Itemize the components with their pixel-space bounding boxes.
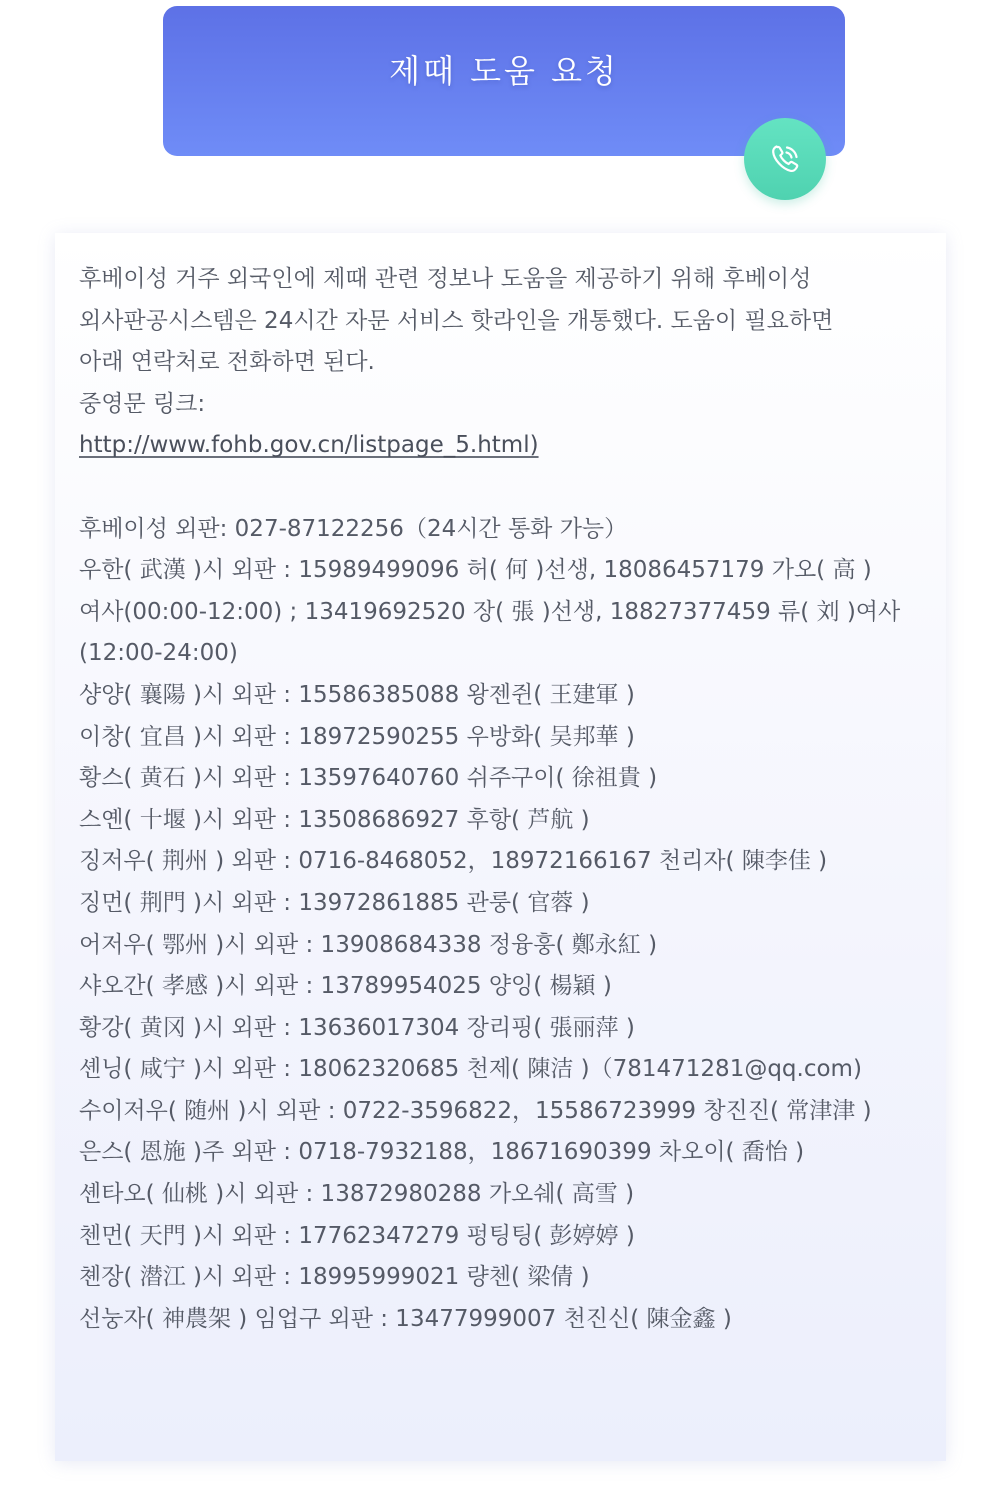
contact-line: 은스( 恩施 )주 외판 : 0718-7932188，18671690399 차오이( 喬怡 ) [79, 1139, 805, 1166]
contact-line: 수이저우( 随州 )시 외판 : 0722-3596822，15586723999 창진진( 常津津 ) [79, 1097, 872, 1124]
intro-line: 외사판공시스템은 24시간 자문 서비스 핫라인을 개통했다. 도움이 필요하면 [79, 307, 834, 334]
contact-line: 징먼( 荆門 )시 외판 : 13972861885 관룽( 官蓉 ) [79, 889, 590, 916]
contact-line: 후베이성 외판: 027-87122256（24시간 통화 가능） [79, 515, 628, 542]
contact-line: 선눙자( 神農架 ) 임업구 외판 : 13477999007 천진신( 陳金鑫 ) [79, 1305, 732, 1332]
link-label: 중영문 링크: [79, 390, 206, 417]
contact-list [79, 509, 926, 1341]
contact-line: 셴타오( 仙桃 )시 외판 : 13872980288 가오쉐( 高雪 ) [79, 1181, 635, 1208]
header-banner [163, 6, 845, 156]
contact-line: 스옌( 十堰 )시 외판 : 13508686927 후항( 芦航 ) [79, 806, 590, 833]
contact-line: 황강( 黄冈 )시 외판 : 13636017304 장리핑( 張丽萍 ) [79, 1014, 635, 1041]
info-card [55, 233, 946, 1461]
contact-line: 황스( 黄石 )시 외판 : 13597640760 쉬주구이( 徐祖貴 ) [79, 765, 658, 792]
phone-icon [764, 138, 806, 180]
intro-line: 후베이성 거주 외국인에 제때 관련 정보나 도움을 제공하기 위해 후베이성 [79, 266, 812, 292]
intro-line: 아래 연락처로 전화하면 된다. [79, 349, 375, 376]
contact-line: 샤오간( 孝感 )시 외판 : 13789954025 양잉( 楊穎 ) [79, 973, 612, 1000]
contact-line: (12:00-24:00) [79, 640, 238, 667]
intro-text [79, 259, 926, 384]
contact-line: 셴닝( 咸宁 )시 외판 : 18062320685 천제( 陳洁 )（781471281@qq.com) [79, 1056, 862, 1083]
contact-line: 어저우( 鄂州 )시 외판 : 13908684338 정융훙( 鄭永紅 ) [79, 931, 658, 958]
website-link[interactable]: http://www.fohb.gov.cn/listpage_5.html) [79, 432, 539, 459]
call-button[interactable] [744, 118, 826, 200]
header-title: 제때 도움 요청 [389, 52, 619, 90]
spacer [79, 467, 926, 509]
contact-line: 우한( 武漢 )시 외판 : 15989499096 허( 何 )선생, 18086457179 가오( 高 ) [79, 557, 872, 584]
contact-line: 여사(00:00-12:00) ; 13419692520 장( 張 )선생, 18827377459 류( 刘 )여사 [79, 598, 901, 625]
contact-line: 징저우( 荆州 ) 외판 : 0716-8468052，18972166167 천리자( 陳李佳 ) [79, 848, 828, 875]
contact-line: 샹양( 襄陽 )시 외판 : 15586385088 왕젠쥔( 王建軍 ) [79, 681, 635, 708]
contact-line: 이창( 宜昌 )시 외판 : 18972590255 우방화( 吴邦華 ) [79, 723, 635, 750]
contact-line: 첸먼( 天門 )시 외판 : 17762347279 펑팅팅( 彭婷婷 ) [79, 1222, 635, 1249]
contact-line: 쳰장( 潜江 )시 외판 : 18995999021 량첸( 梁倩 ) [79, 1264, 590, 1291]
